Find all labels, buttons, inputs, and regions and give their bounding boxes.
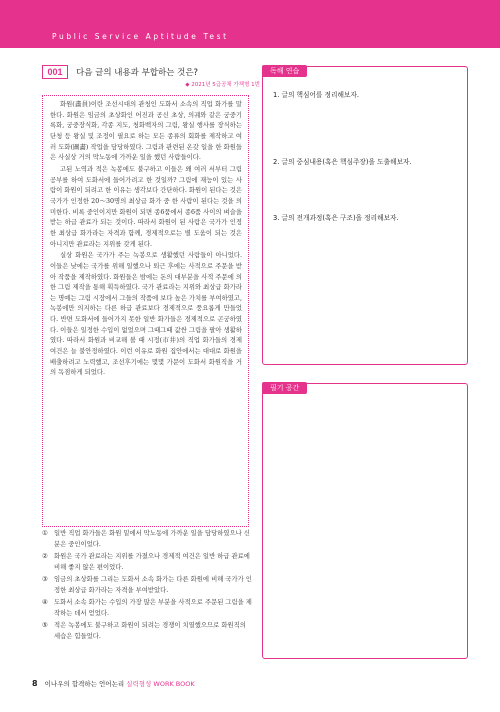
passage-paragraph: 실상 화원은 국가가 주는 녹봉으로 생활했던 사람들이 아니었다. 이들은 낮에는 국가를 위해 일했으나 퇴근 후에는 사적으로 주문을 받아 작품을 제작하였다. 화원들은 밤에는 돈의 대부분을 사적 주문에 의한 그림 제작을 통해 획득하였다. 국가 관료라는 지위와 최상급 화가라는 명예는 그림 시장에서 그들의 작품에 보다 높은 가치를 부여하였고, 녹봉에만 의지하는 다른 하급 관료보다 경제적으로 풍요롭게 만들었다. 반면 도화서에 들어가지 못한 일반 화가들은 경제적으로 곤궁하였다. 이들은 일정한 수입이 없었으며 그때그때 값싼 그림을 팔아 생활하였다. 따라서 화원과 비교해 볼 때 시정(市井)의 직업 화가들의 경제 여건은 늘 불안정하였다. 이런 이유로 화원 집안에서는 대대로 화원을 배출하려고 노력했고, 조선후기에는 몇몇 가문이 도화서 화원직을 거의 독점하게 되었다. — [50, 252, 242, 377]
passage-box — [42, 95, 249, 527]
question-source: ◆ 2021년 5급공채 가책형 1번 — [185, 82, 260, 88]
option-1[interactable] — [42, 529, 252, 550]
option-text: 도화서 소속 화가는 수입의 가장 많은 부분을 사적으로 주문된 그림을 제작하는 데서 얻었다. — [54, 599, 252, 617]
option-marker: ③ — [42, 576, 48, 583]
header-title: Public Service Aptitude Test — [52, 32, 229, 41]
reading-practice-panel — [262, 66, 468, 365]
option-2[interactable] — [42, 552, 252, 573]
book-title: 이나우의 합격하는 언어논리 — [44, 680, 125, 688]
option-text: 적은 녹봉에도 불구하고 화원이 되려는 경쟁이 치열했으므로 화원직의 세습은 힘들었다. — [54, 622, 246, 640]
reading-practice-tab: 독해 연습 — [262, 65, 307, 77]
option-marker: ② — [42, 553, 48, 560]
writing-space-panel — [262, 383, 468, 659]
practice-item-keywords: 1. 글의 핵심어를 정리해보자. — [273, 91, 359, 99]
page-number: 8 — [32, 679, 38, 688]
passage-paragraph: 화원(畵員)이란 조선시대의 관청인 도화서 소속의 직업 화가를 말한다. 화원은 임금의 초상화인 어진과 공신 초상, 의궤와 같은 궁중기록화, 궁중장식화, 각종 지도, 청화백자의 그림, 왕실 행사를 장식하는 단청 등 왕실 및 조정이 필요로 하는 모든 종류의 회화를 제작하고 여러 도화(圖畵) 작업을 담당하였다. 그림과 관련된 온갖 일을 한 화원들은 사실상 거의 막노동에 가까운 일을 했던 사람들이다. — [50, 101, 242, 162]
writing-space-tab: 필기 공간 — [262, 382, 307, 394]
option-marker: ① — [42, 530, 48, 537]
question-number: 001 — [42, 65, 68, 79]
option-text: 일반 직업 화가들은 화원 밑에서 막노동에 가까운 일을 담당하였으나 신분은 중인이었다. — [54, 530, 250, 548]
option-text: 임금의 초상화를 그리는 도화서 소속 화가는 다른 화원에 비해 국가가 인정한 최상급 화가라는 자격을 부여받았다. — [54, 576, 252, 594]
answer-options — [42, 529, 252, 644]
page-footer — [32, 679, 195, 688]
option-marker: ⑤ — [42, 622, 48, 629]
passage-paragraph: 고된 노역과 적은 녹봉에도 불구하고 이들은 왜 여러 서부터 그림 공부를 하여 도화서에 들어가려고 한 것일까? 그림에 재능이 있는 사람이 화원이 되려고 한 이유는 생각보다 간단하다. 화원이 된다는 것은 국가가 인정한 20～30명의 최상급 화가 중 한 사람이 된다는 것을 의미한다. 비록 중인이지만 화원이 되면 종6품에서 종6품 사이의 벼슬을 받는 하급 관료가 되는 것이다. 따라서 화원이 된 사람은 국가가 인정한 최상급 화가라는 자격과 함께, 경제적으로는 별 도움이 되는 것은 아니지만 관료라는 지위를 갖게 된다. — [50, 165, 242, 248]
option-4[interactable] — [42, 598, 252, 619]
option-5[interactable] — [42, 621, 252, 642]
option-3[interactable] — [42, 575, 252, 596]
question-text: 다음 글의 내용과 부합하는 것은? — [76, 68, 199, 78]
option-text: 화원은 국가 관료라는 지위를 가졌으나 경제적 여건은 일반 하급 관료에 비해 좋지 않은 편이었다. — [54, 553, 250, 571]
book-subtitle: 실력형성 WORK BOOK — [126, 680, 195, 688]
option-marker: ④ — [42, 599, 48, 606]
practice-item-structure: 3. 글의 전개과정(혹은 구조)을 정리해보자. — [273, 214, 399, 222]
practice-item-main-idea: 2. 글의 중심내용(혹은 핵심주장)을 도출해보자. — [273, 158, 412, 166]
